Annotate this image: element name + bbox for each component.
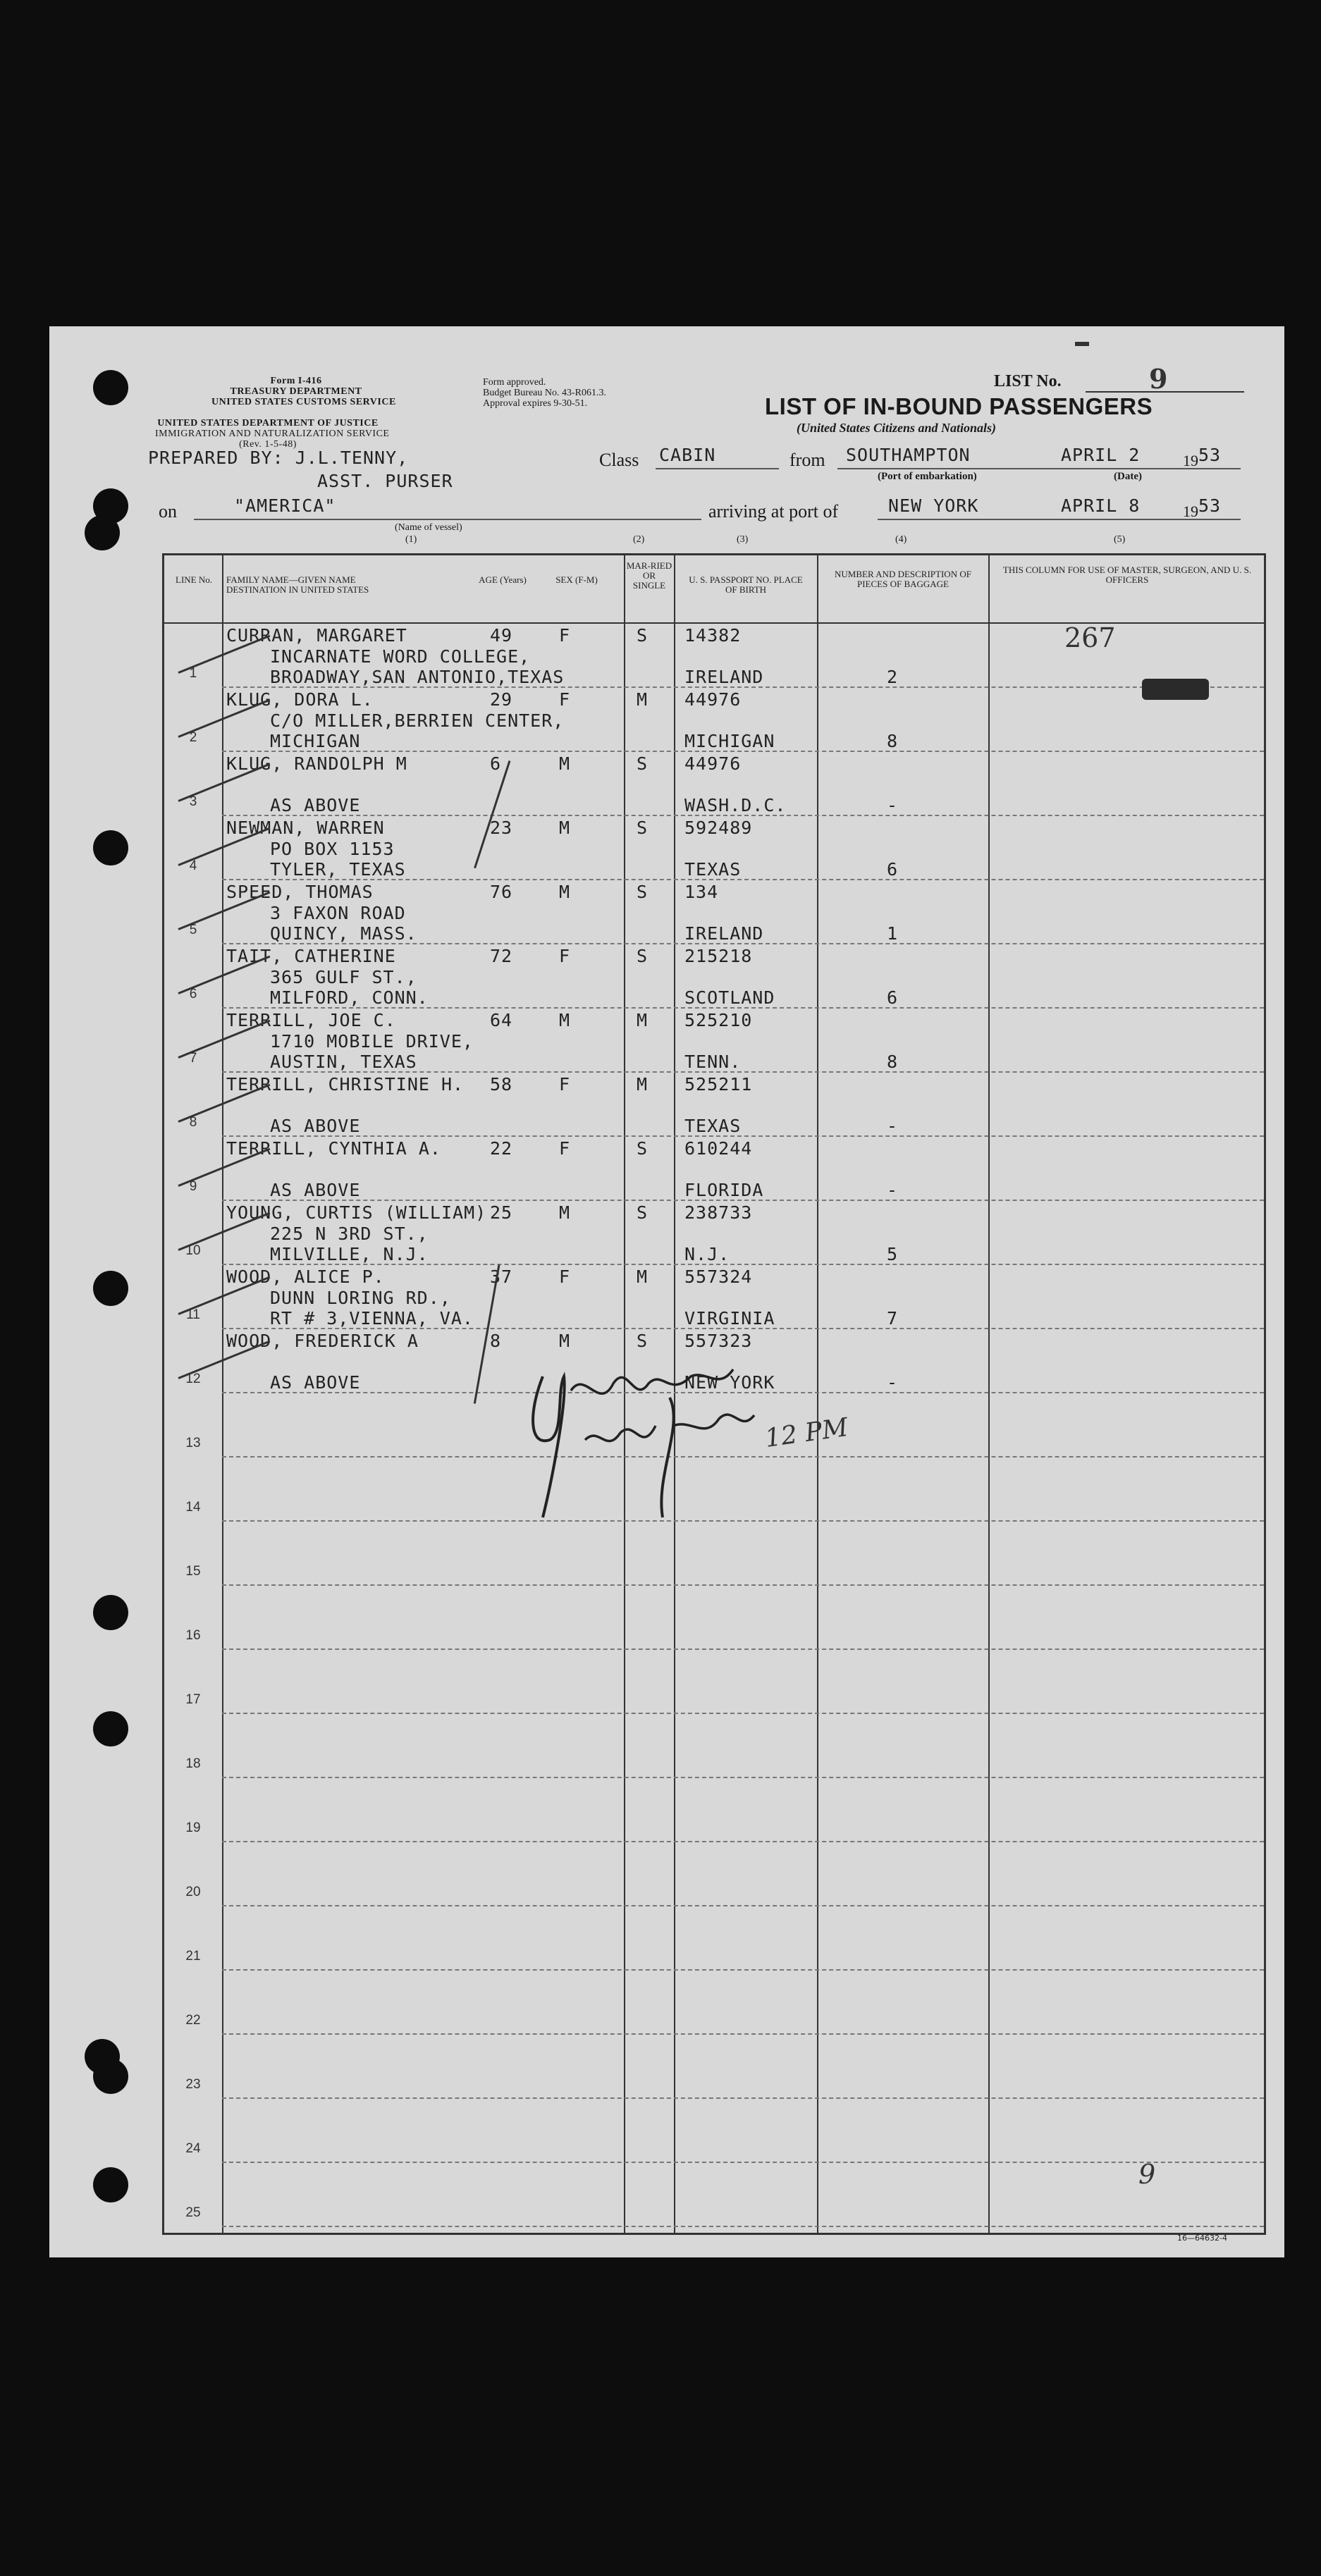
passenger-name: TERRILL, CYNTHIA A. — [226, 1138, 441, 1159]
marital-status: M — [637, 1074, 649, 1095]
row-divider — [222, 2097, 1264, 2099]
baggage-count: 1 — [887, 923, 899, 944]
baggage-count: 7 — [887, 1308, 899, 1329]
check-mark — [178, 956, 270, 994]
baggage-count: 2 — [887, 667, 899, 687]
destination-line-2: MICHIGAN — [270, 731, 361, 751]
baggage-count: 6 — [887, 859, 899, 880]
arrival-port: NEW YORK — [888, 495, 979, 516]
line-number: 1 — [189, 666, 197, 681]
passenger-age: 23 — [490, 818, 513, 838]
check-mark — [178, 1212, 270, 1251]
passport-number: 557323 — [684, 1331, 753, 1351]
check-mark — [178, 892, 270, 930]
check-mark — [178, 1148, 270, 1187]
punch-hole — [93, 1711, 128, 1746]
line-number: 17 — [185, 1692, 201, 1707]
line-number: 10 — [185, 1243, 201, 1258]
marital-status: S — [637, 882, 649, 902]
passenger-sex: F — [559, 1074, 571, 1095]
check-mark — [178, 1020, 270, 1059]
check-mark — [178, 635, 270, 674]
row-divider — [222, 2033, 1264, 2035]
arrival-year: 53 — [1198, 495, 1222, 516]
destination-line-2: RT # 3,VIENNA, VA. — [270, 1308, 474, 1329]
marital-status: M — [637, 1010, 649, 1030]
destination-line-1: 3 FAXON ROAD — [270, 903, 406, 923]
check-mark — [178, 1276, 270, 1315]
baggage-count: 8 — [887, 1052, 899, 1072]
line-number: 11 — [186, 1307, 200, 1322]
line-number: 24 — [185, 2141, 201, 2156]
col-marker-2: (2) — [633, 534, 645, 545]
destination-line-1: 1710 MOBILE DRIVE, — [270, 1031, 474, 1052]
check-mark — [178, 699, 270, 738]
passenger-name: NEWMAN, WARREN — [226, 818, 385, 838]
passenger-sex: F — [559, 625, 571, 646]
stamp-mark — [1075, 342, 1089, 346]
line-number: 12 — [185, 1372, 201, 1386]
passenger-age: 58 — [490, 1074, 513, 1095]
passenger-sex: M — [559, 882, 571, 902]
line-number: 2 — [189, 730, 197, 745]
year-prefix-1: 19 — [1183, 452, 1198, 469]
passenger-age: 37 — [490, 1267, 513, 1287]
marital-status: S — [637, 1202, 649, 1223]
form-service: UNITED STATES CUSTOMS SERVICE — [211, 397, 396, 407]
destination-line-2: AS ABOVE — [270, 1180, 361, 1200]
punch-hole — [93, 1271, 128, 1306]
column-divider — [817, 555, 818, 2233]
col-header-married: MAR-RIED OR SINGLE — [626, 560, 672, 591]
arrival-date: APRIL 8 — [1061, 495, 1141, 516]
baggage-count: - — [887, 795, 899, 815]
form-code: 16—64632-4 — [1177, 2233, 1227, 2243]
passport-number: 238733 — [684, 1202, 753, 1223]
officer-signature — [522, 1348, 804, 1532]
marital-status: S — [637, 1331, 649, 1351]
line-number: 22 — [185, 2013, 201, 2028]
col-header-officers: THIS COLUMN FOR USE OF MASTER, SURGEON, AND U. S. OFFICERS — [1002, 565, 1252, 585]
destination-line-2: TYLER, TEXAS — [270, 859, 406, 880]
line-number: 20 — [185, 1885, 201, 1899]
place-of-birth: IRELAND — [684, 923, 764, 944]
baggage-count: - — [887, 1180, 899, 1200]
col-header-sex: SEX (F-M) — [555, 574, 598, 585]
line-number: 21 — [185, 1949, 201, 1964]
destination-line-2: BROADWAY,SAN ANTONIO,TEXAS — [270, 667, 565, 687]
vessel-line — [194, 519, 701, 520]
destination-line-2: MILFORD, CONN. — [270, 987, 429, 1008]
col-marker-3: (3) — [737, 534, 749, 545]
form-rev: (Rev. 1-5-48) — [239, 439, 297, 450]
punch-hole — [93, 2059, 128, 2094]
place-of-birth: TENN. — [684, 1052, 742, 1072]
form-justice-block — [155, 418, 390, 450]
destination-line-1: 365 GULF ST., — [270, 967, 417, 987]
passenger-name: KLUG, DORA L. — [226, 689, 374, 710]
line-number: 16 — [185, 1628, 201, 1643]
departure-date: APRIL 2 — [1061, 445, 1141, 465]
column-divider — [222, 555, 223, 2233]
vessel-name: "AMERICA" — [234, 495, 336, 516]
passenger-age: 64 — [490, 1010, 513, 1030]
destination-line-2: AS ABOVE — [270, 795, 361, 815]
passenger-age: 25 — [490, 1202, 513, 1223]
passenger-sex: M — [559, 1202, 571, 1223]
form-number: Form I-416 — [270, 376, 322, 386]
passenger-age: 29 — [490, 689, 513, 710]
passenger-sex: M — [559, 1010, 571, 1030]
line-number: 6 — [189, 987, 197, 1002]
destination-line-1: PO BOX 1153 — [270, 839, 395, 859]
destination-line-1: DUNN LORING RD., — [270, 1288, 451, 1308]
passenger-sex: F — [559, 1138, 571, 1159]
row-divider — [222, 2226, 1264, 2227]
passenger-age: 8 — [490, 1331, 502, 1351]
passport-number: 525211 — [684, 1074, 753, 1095]
prepared-by: PREPARED BY: J.L.TENNY, — [148, 448, 409, 468]
on-label: on — [159, 501, 177, 522]
page-subtitle: (United States Citizens and Nationals) — [797, 421, 997, 435]
line-number: 14 — [185, 1500, 201, 1515]
date-line — [1054, 468, 1241, 469]
punch-hole — [93, 370, 128, 405]
row-divider — [222, 1135, 1264, 1137]
passenger-age: 72 — [490, 946, 513, 966]
marital-status: S — [637, 625, 649, 646]
place-of-birth: IRELAND — [684, 667, 764, 687]
passenger-name: WOOD, FREDERICK A — [226, 1331, 419, 1351]
passenger-sex: M — [559, 1331, 571, 1351]
passenger-sex: F — [559, 689, 571, 710]
col-marker-1: (1) — [405, 534, 417, 545]
marital-status: M — [637, 689, 649, 710]
passenger-name: WOOD, ALICE P. — [226, 1267, 385, 1287]
destination-line-1: C/O MILLER,BERRIEN CENTER, — [270, 710, 565, 731]
passenger-name: CURRAN, MARGARET — [226, 625, 407, 646]
place-of-birth: FLORIDA — [684, 1180, 764, 1200]
marital-status: S — [637, 1138, 649, 1159]
place-of-birth: N.J. — [684, 1244, 730, 1264]
col-header-age: AGE (Years) — [479, 574, 527, 585]
form-justice: UNITED STATES DEPARTMENT OF JUSTICE — [157, 418, 379, 429]
place-of-birth: TEXAS — [684, 1116, 742, 1136]
from-value: SOUTHAMPTON — [846, 445, 971, 465]
punch-hole — [93, 830, 128, 865]
destination-line-2: QUINCY, MASS. — [270, 923, 417, 944]
destination-line-2: AS ABOVE — [270, 1372, 361, 1393]
class-label: Class — [599, 450, 639, 470]
form-approved: Form approved. — [483, 377, 546, 388]
place-of-birth: TEXAS — [684, 859, 742, 880]
passport-number: 215218 — [684, 946, 753, 966]
line-number: 23 — [185, 2077, 201, 2092]
passport-number: 44976 — [684, 753, 742, 774]
marital-status: M — [637, 1267, 649, 1287]
form-budget: Budget Bureau No. 43-R061.3. — [483, 388, 606, 398]
baggage-count: - — [887, 1116, 899, 1136]
punch-hole — [85, 515, 120, 550]
arriving-label: arriving at port of — [708, 501, 839, 522]
passenger-name: KLUG, RANDOLPH M — [226, 753, 407, 774]
passport-number: 14382 — [684, 625, 742, 646]
passenger-name: TERRILL, JOE C. — [226, 1010, 396, 1030]
col-header-baggage: NUMBER AND DESCRIPTION OF PIECES OF BAGGAGE — [835, 569, 971, 589]
passenger-age: 6 — [490, 753, 502, 774]
marital-status: S — [637, 818, 649, 838]
passenger-name: YOUNG, CURTIS (WILLIAM) — [226, 1202, 487, 1223]
place-of-birth: WASH.D.C. — [684, 795, 787, 815]
col-marker-4: (4) — [895, 534, 907, 545]
row-divider — [222, 1713, 1264, 1714]
line-number: 9 — [189, 1179, 197, 1194]
row-divider — [222, 1584, 1264, 1586]
list-number-label: LIST No. — [994, 372, 1062, 390]
row-divider — [222, 1905, 1264, 1906]
page-mark: 9 — [1138, 2159, 1156, 2190]
passenger-age: 22 — [490, 1138, 513, 1159]
destination-line-2: AS ABOVE — [270, 1116, 361, 1136]
place-of-birth: SCOTLAND — [684, 987, 775, 1008]
destination-line-2: AUSTIN, TEXAS — [270, 1052, 417, 1072]
place-of-birth: MICHIGAN — [684, 731, 775, 751]
from-label: from — [789, 450, 825, 470]
redaction-mark — [1142, 679, 1209, 700]
passport-number: 610244 — [684, 1138, 753, 1159]
row-divider — [222, 1969, 1264, 1971]
marital-status: S — [637, 753, 649, 774]
passport-number: 44976 — [684, 689, 742, 710]
place-of-birth: NEW YORK — [684, 1372, 775, 1393]
year-prefix-2: 19 — [1183, 503, 1198, 520]
form-agency-block — [211, 376, 396, 407]
passport-number: 557324 — [684, 1267, 753, 1287]
baggage-count: - — [887, 1372, 899, 1393]
departure-year: 53 — [1198, 445, 1222, 465]
passenger-name: TAIT, CATHERINE — [226, 946, 396, 966]
row-divider — [222, 1648, 1264, 1650]
place-of-birth: VIRGINIA — [684, 1308, 775, 1329]
check-mark — [178, 1084, 270, 1123]
passenger-name: SPEED, THOMAS — [226, 882, 374, 902]
punch-hole — [93, 2167, 128, 2202]
line-number: 3 — [189, 794, 197, 809]
prepared-title: ASST. PURSER — [317, 471, 453, 491]
vessel-label: (Name of vessel) — [395, 522, 462, 533]
passenger-sex: M — [559, 818, 571, 838]
check-mark — [178, 763, 270, 802]
check-mark — [178, 827, 270, 866]
line-number: 4 — [189, 858, 197, 873]
passenger-sex: M — [559, 753, 571, 774]
page-title: LIST OF IN-BOUND PASSENGERS — [765, 393, 1153, 419]
row-divider — [222, 1841, 1264, 1842]
class-value: CABIN — [659, 445, 716, 465]
passport-number: 592489 — [684, 818, 753, 838]
row-divider — [222, 2162, 1264, 2163]
manifest-page — [49, 326, 1284, 2257]
row-divider — [222, 1777, 1264, 1778]
line-number: 7 — [189, 1051, 197, 1066]
passenger-age: 49 — [490, 625, 513, 646]
line-number: 8 — [189, 1115, 197, 1130]
class-line — [656, 468, 779, 469]
passenger-name: TERRILL, CHRISTINE H. — [226, 1074, 465, 1095]
col-marker-5: (5) — [1114, 534, 1126, 545]
destination-line-2: MILVILLE, N.J. — [270, 1244, 429, 1264]
officer-number: 267 — [1064, 622, 1116, 653]
time-note: 12 PM — [763, 1412, 850, 1454]
baggage-count: 6 — [887, 987, 899, 1008]
passenger-sex: F — [559, 946, 571, 966]
baggage-count: 5 — [887, 1244, 899, 1264]
check-mark — [178, 1341, 270, 1379]
col-header-passport: U. S. PASSPORT NO. PLACE OF BIRTH — [689, 574, 803, 595]
form-dept: TREASURY DEPARTMENT — [230, 386, 362, 397]
list-number: 9 — [1149, 363, 1168, 395]
passport-number: 134 — [684, 882, 719, 902]
col-header-line: LINE No. — [176, 574, 212, 585]
baggage-count: 8 — [887, 731, 899, 751]
from-line — [837, 468, 1091, 469]
date-label: (Date) — [1114, 471, 1142, 482]
line-number: 18 — [185, 1756, 201, 1771]
line-number: 25 — [185, 2205, 201, 2220]
line-number: 5 — [189, 923, 197, 937]
punch-hole — [93, 1595, 128, 1630]
arrival-date-line — [1054, 519, 1241, 520]
form-ins: IMMIGRATION AND NATURALIZATION SERVICE — [155, 429, 390, 439]
col-header-name: FAMILY NAME—GIVEN NAME DESTINATION IN UNITED STATES — [226, 574, 369, 595]
form-approval-block — [483, 377, 606, 409]
passport-number: 525210 — [684, 1010, 753, 1030]
destination-line-1: 225 N 3RD ST., — [270, 1224, 429, 1244]
marital-status: S — [637, 946, 649, 966]
passenger-sex: F — [559, 1267, 571, 1287]
embark-label: (Port of embarkation) — [878, 471, 977, 482]
destination-line-1: INCARNATE WORD COLLEGE, — [270, 646, 531, 667]
form-expires: Approval expires 9-30-51. — [483, 398, 588, 409]
column-divider — [988, 555, 990, 2233]
line-number: 19 — [185, 1820, 201, 1835]
line-number: 13 — [185, 1436, 201, 1450]
line-number: 15 — [185, 1564, 201, 1579]
passenger-age: 76 — [490, 882, 513, 902]
